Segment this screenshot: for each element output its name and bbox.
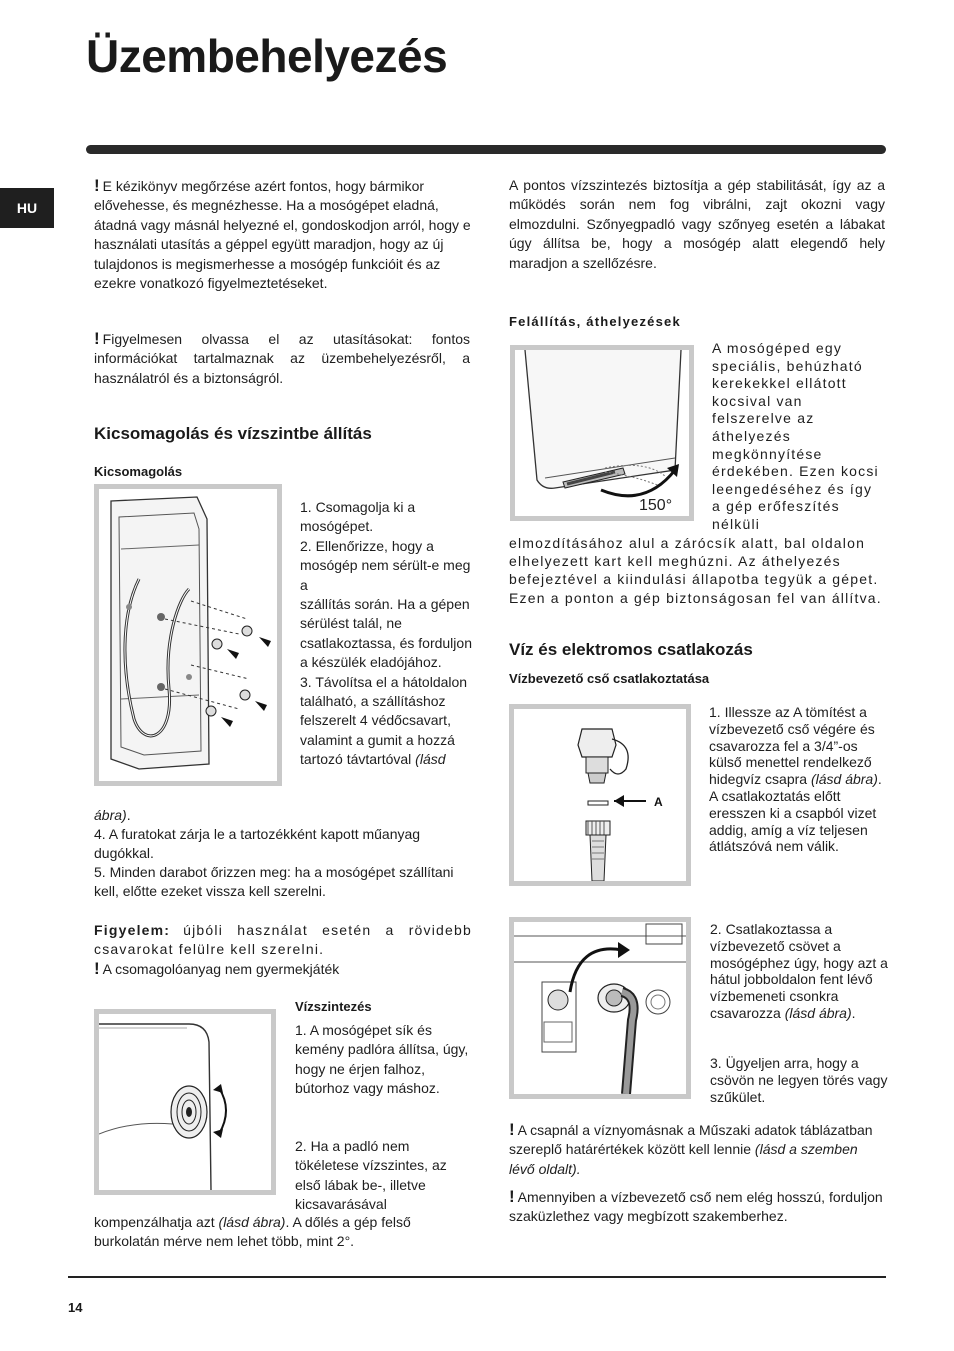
setup-text-side: A mosógéped egy speciális, behúzható kerekekkel ellátott kocsival van felszerelve az áthelyezés megkönnyítése érdekében. Ezen kocsi leengedéséhez és így a gép erőfeszítés nélküli xyxy=(712,340,879,532)
unpack-step-3-cont: ábra). xyxy=(94,807,131,823)
warning-packaging: ! A csomagolóanyag nem gyermekjáték xyxy=(94,959,340,978)
warning-hose-length: ! Amennyiben a vízbevezető cső nem elég hosszú, forduljon szaküzlethez vagy megbízott szakemberhez. xyxy=(509,1187,883,1225)
unpack-step-2-cont: szállítás során. Ha a gépen sérülést talál, ne csatlakoztassa, és forduljon a készülék eladójához. xyxy=(300,596,472,671)
inlet-heading: Vízbevezető cső csatlakoztatása xyxy=(509,671,710,686)
setup-heading: Felállítás, áthelyezések xyxy=(509,314,681,329)
footer-divider xyxy=(68,1276,886,1278)
title-divider xyxy=(86,145,886,154)
level-step-1: 1. A mosógépet sík és kemény padlóra állítsa, úgy, hogy ne érjen falhoz, bútorhoz vagy máshoz. xyxy=(295,1022,469,1097)
adjustable-foot-illustration xyxy=(99,1014,271,1190)
hose-connection-illustration xyxy=(514,922,686,1094)
tap-hose-illustration xyxy=(514,709,686,881)
label-a: A xyxy=(654,795,663,809)
unpack-step-2: 2. Ellenőrizze, hogy a mosógép nem sérült-e meg a xyxy=(300,537,471,593)
page-number: 14 xyxy=(68,1300,83,1315)
warning-icon: ! xyxy=(509,1187,515,1206)
warning-icon: ! xyxy=(509,1120,515,1139)
level-heading: Vízszintezés xyxy=(295,999,372,1014)
inlet-step-1-note: A csatlakoztatás előtt eresszen ki a csapból vizet addig, amíg a víz teljesen átlátszóvá nem válik. xyxy=(709,787,877,855)
unpack-figure xyxy=(94,484,282,786)
warning-pressure: ! A csapnál a víznyomásnak a Műszaki adatok táblázatban szereplő határértékek között kell lennie (lásd a szemben lévő oldalt). xyxy=(509,1120,873,1177)
inlet-step-3: 3. Ügyeljen arra, hogy a csövön ne legyen törés vagy szűkület. xyxy=(710,1055,888,1105)
tap-figure xyxy=(509,704,691,886)
unpack-step-4: 4. A furatokat zárja le a tartozékként kapott műanyag dugókkal. xyxy=(94,826,421,862)
section-water-electric-title: Víz és elektromos csatlakozás xyxy=(509,640,753,659)
section-unpack-level-title: Kicsomagolás és vízszintbe állítás xyxy=(94,424,372,443)
level-figure xyxy=(94,1009,276,1195)
machine-back-illustration xyxy=(99,489,277,781)
leveling-intro: A pontos vízszintezés biztosítja a gép stabilitását, így az a működés során nem fog vibrálni, zajt okozni vagy elmozdulni. Szőnyegpadló vagy szőnyeg esetén a lábakat úgy állítsa be, hogy a mosógép alatt elegendő hely maradjon a szellőzésre. xyxy=(509,177,885,271)
unpack-step-3: 3. Távolítsa el a hátoldalon található, a szállításhoz felszerelt 4 védőcsavart, valamint a gumit a hozzá tartozó távtartóval (lásd xyxy=(300,673,468,768)
inlet-step-2: 2. Csatlakoztassa a vízbevezető csövet a mosógéphez úgy, hogy azt a hátul jobboldalon fent lévő vízbemeneti csonkra csavarozza (lásd ábra). xyxy=(710,921,888,1021)
language-tab: HU xyxy=(0,188,54,228)
warning-icon: ! xyxy=(94,329,100,348)
level-step-2-cont: kompenzálhatja azt (lásd ábra). A dőlés a gép felső burkolatán mérve nem lehet több, mint 2°. xyxy=(94,1214,411,1250)
attention-note: Figyelem: újbóli használat esetén a rövidebb csavarokat felülre kell szerelni. xyxy=(94,922,472,958)
wheel-lever-illustration xyxy=(515,350,689,516)
transport-figure xyxy=(510,345,694,521)
page-title: Üzembehelyezés xyxy=(86,30,448,82)
setup-text-cont: elmozdításához alul a zárócsík alatt, bal oldalon elhelyezett kart kell meghúzni. Az áthelyezés befejeztével a kiindulási állapotba tegyük a gépet. Ezen a ponton a gép biztonságosan fel van állítva. xyxy=(509,535,882,606)
warning-icon: ! xyxy=(94,959,100,978)
angle-label: 150° xyxy=(639,497,673,514)
unpack-heading: Kicsomagolás xyxy=(94,464,183,479)
level-step-2: 2. Ha a padló nem tökéletese vízszintes, az első lábak be-, illetve kicsavarásával xyxy=(295,1138,447,1213)
warning-keep-manual: ! E kézikönyv megőrzése azért fontos, hogy bármikor elővehesse, és megnézhesse. Ha a mosógépet eladná, átadná vagy másnál helyezné el, gondoskodjon arról, hogy e használati utasítás a géppel együtt maradjon, hogy az új tulajdonos is megismerhesse a mosógép funkcióit és az ezekre vonatkozó figyelmeztetéseket. xyxy=(94,176,471,292)
warning-read-instructions: ! Figyelmesen olvassa el az utasításokat: fontos információkat tartalmaznak az üzembehelyezésről, a használatról és a biztonságról. xyxy=(94,329,470,386)
unpack-steps-side xyxy=(300,498,472,770)
inlet-connection-figure xyxy=(509,917,691,1099)
inlet-step-1: 1. Illessze az A tömítést a vízbevezető cső végére és csavarozza fel a 3/4”-os külső menettel rendelkező hidegvíz csapra (lásd ábra). A csatlakoztatás előtt eresszen ki a csapból vizet addig, amíg a víz teljesen átlátszóvá nem válik. xyxy=(709,704,889,855)
unpack-step-5: 5. Minden darabot őrizzen meg: ha a mosógépet szállítani kell, előtte ezeket vissza kell szerelni. xyxy=(94,864,454,900)
unpack-step-1: 1. Csomagolja ki a mosógépet. xyxy=(300,499,416,535)
warning-icon: ! xyxy=(94,176,100,195)
